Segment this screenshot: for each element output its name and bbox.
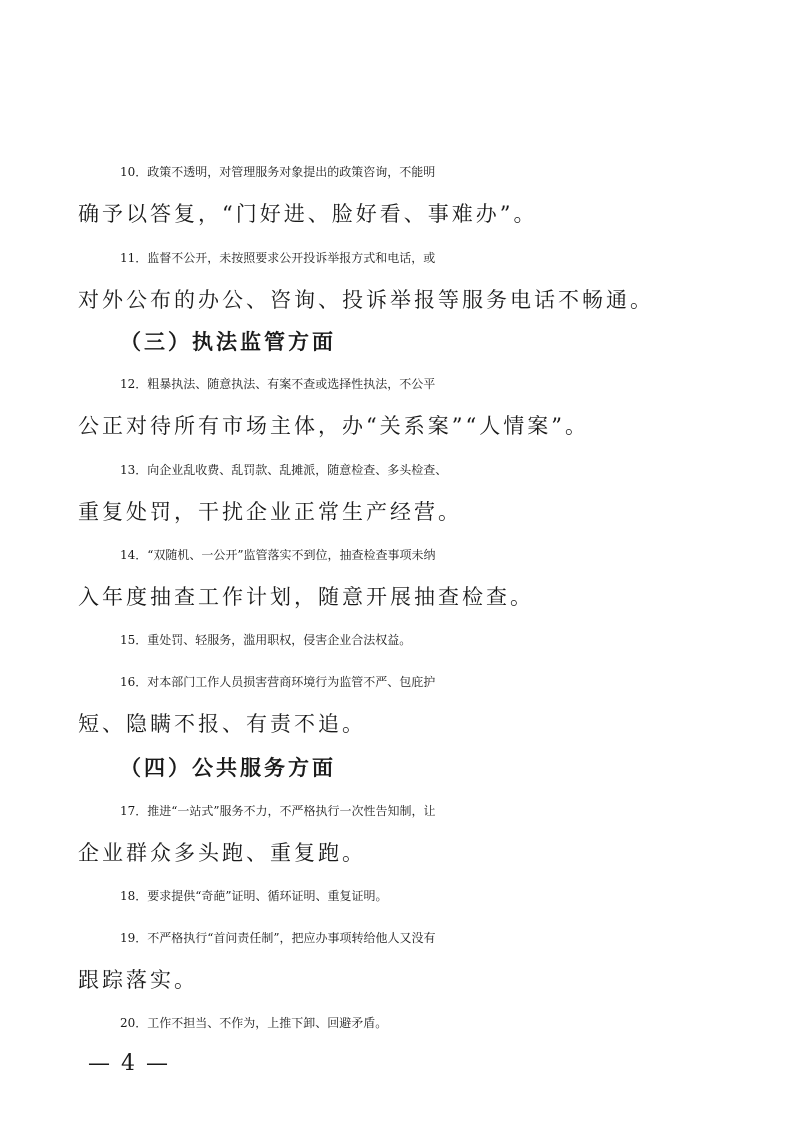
section-heading-3: （三）执法监管方面 — [120, 330, 336, 354]
item-16-line-2: 短、隐瞒不报、有责不追。 — [78, 712, 366, 736]
item-13-line-2: 重复处罚，干扰企业正常生产经营。 — [78, 500, 462, 524]
item-12-line-2: 公正对待所有市场主体，办“关系案”“人情案”。 — [78, 414, 589, 438]
item-17-line-1: 17．推进“一站式”服务不力，不严格执行一次性告知制，让 — [120, 804, 436, 818]
item-10-line-1: 10．政策不透明，对管理服务对象提出的政策咨询，不能明 — [120, 165, 436, 179]
item-15-line-1: 15．重处罚、轻服务，滥用职权，侵害企业合法权益。 — [120, 633, 412, 647]
item-12-line-1: 12．粗暴执法、随意执法、有案不查或选择性执法，不公平 — [120, 377, 436, 391]
page-number: — 4 — — [88, 1051, 170, 1076]
item-14-line-2: 入年度抽查工作计划，随意开展抽查检查。 — [78, 585, 534, 609]
section-heading-4: （四）公共服务方面 — [120, 756, 336, 780]
item-19-line-1: 19．不严格执行“首问责任制”，把应办事项转给他人又没有 — [120, 931, 436, 945]
item-19-line-2: 跟踪落实。 — [78, 968, 198, 992]
item-18-line-1: 18．要求提供“奇葩”证明、循环证明、重复证明。 — [120, 889, 388, 903]
item-10-line-2: 确予以答复，“门好进、脸好看、事难办”。 — [78, 202, 538, 226]
item-14-line-1: 14．“双随机、一公开”监管落实不到位，抽查检查事项未纳 — [120, 548, 436, 562]
item-11-line-1: 11．监督不公开，未按照要求公开投诉举报方式和电话，或 — [120, 251, 436, 265]
item-11-line-2: 对外公布的办公、咨询、投诉举报等服务电话不畅通。 — [78, 288, 654, 312]
item-20-line-1: 20．工作不担当、不作为，上推下卸、回避矛盾。 — [120, 1016, 388, 1030]
item-13-line-1: 13．向企业乱收费、乱罚款、乱摊派，随意检查、多头检查、 — [120, 463, 448, 477]
item-17-line-2: 企业群众多头跑、重复跑。 — [78, 841, 366, 865]
item-16-line-1: 16．对本部门工作人员损害营商环境行为监管不严、包庇护 — [120, 675, 436, 689]
